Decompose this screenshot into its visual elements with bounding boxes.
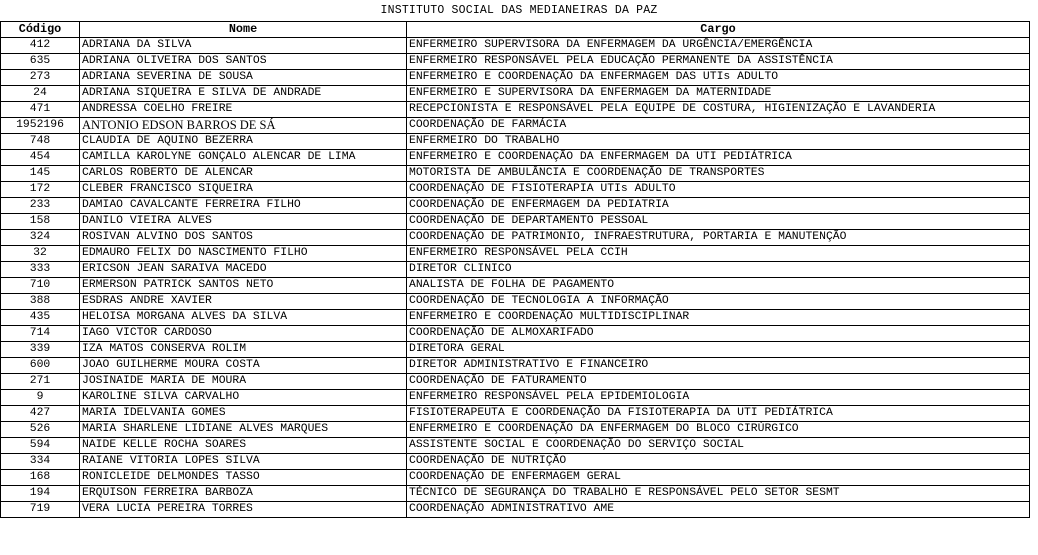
role-cell: ASSISTENTE SOCIAL E COORDENAÇÃO DO SERVIÇO SOCIAL	[407, 438, 1030, 454]
role-cell: ENFERMEIRO E SUPERVISORA DA ENFERMAGEM DA MATERNIDADE	[407, 86, 1030, 102]
name-cell: RAIANE VITORIA LOPES SILVA	[80, 454, 407, 470]
code-cell: 454	[1, 150, 80, 166]
name-cell: HELOISA MORGANA ALVES DA SILVA	[80, 310, 407, 326]
code-cell: 194	[1, 486, 80, 502]
table-row	[1, 134, 1030, 150]
table-row	[1, 486, 1030, 502]
table-row	[1, 358, 1030, 374]
code-cell: 145	[1, 166, 80, 182]
table-row	[1, 70, 1030, 86]
table-row	[1, 182, 1030, 198]
name-cell: ANDRESSA COELHO FREIRE	[80, 102, 407, 118]
role-cell: MOTORISTA DE AMBULÂNCIA E COORDENAÇÃO DE TRANSPORTES	[407, 166, 1030, 182]
role-cell: COORDENAÇÃO DE PATRIMONIO, INFRAESTRUTURA, PORTARIA E MANUTENÇÃO	[407, 230, 1030, 246]
role-cell: COORDENAÇÃO ADMINISTRATIVO AME	[407, 502, 1030, 518]
code-cell: 172	[1, 182, 80, 198]
table-row	[1, 54, 1030, 70]
role-cell: COORDENAÇÃO DE FARMÁCIA	[407, 118, 1030, 134]
name-cell: CLEBER FRANCISCO SIQUEIRA	[80, 182, 407, 198]
code-cell: 168	[1, 470, 80, 486]
table-row	[1, 246, 1030, 262]
name-cell: JOSINAIDE MARIA DE MOURA	[80, 374, 407, 390]
code-cell: 710	[1, 278, 80, 294]
name-cell: RONICLEIDE DELMONDES TASSO	[80, 470, 407, 486]
name-cell: ERICSON JEAN SARAIVA MACEDO	[80, 262, 407, 278]
role-cell: ENFERMEIRO RESPONSÁVEL PELA EPIDEMIOLOGIA	[407, 390, 1030, 406]
table-row	[1, 150, 1030, 166]
name-cell: NAIDE KELLE ROCHA SOARES	[80, 438, 407, 454]
code-cell: 435	[1, 310, 80, 326]
code-cell: 339	[1, 342, 80, 358]
table-row	[1, 166, 1030, 182]
code-cell: 1952196	[1, 118, 80, 134]
name-cell: KAROLINE SILVA CARVALHO	[80, 390, 407, 406]
name-cell: ROSIVAN ALVINO DOS SANTOS	[80, 230, 407, 246]
code-cell: 233	[1, 198, 80, 214]
code-cell: 635	[1, 54, 80, 70]
table-row	[1, 406, 1030, 422]
column-header-cargo: Cargo	[407, 22, 1030, 38]
table-row	[1, 310, 1030, 326]
role-cell: DIRETOR CLINICO	[407, 262, 1030, 278]
role-cell: ENFERMEIRO E COORDENAÇÃO DA ENFERMAGEM DO BLOCO CIRÚRGICO	[407, 422, 1030, 438]
code-cell: 273	[1, 70, 80, 86]
table-row	[1, 294, 1030, 310]
document-title: INSTITUTO SOCIAL DAS MEDIANEIRAS DA PAZ	[380, 4, 658, 17]
role-cell: COORDENAÇÃO DE FATURAMENTO	[407, 374, 1030, 390]
code-cell: 719	[1, 502, 80, 518]
code-cell: 333	[1, 262, 80, 278]
role-cell: COORDENAÇÃO DE ALMOXARIFADO	[407, 326, 1030, 342]
table-row	[1, 118, 1030, 134]
table-row	[1, 502, 1030, 518]
table-row	[1, 326, 1030, 342]
code-cell: 594	[1, 438, 80, 454]
name-cell: DANILO VIEIRA ALVES	[80, 214, 407, 230]
role-cell: ENFERMEIRO RESPONSÁVEL PELA EDUCAÇÃO PERMANENTE DA ASSISTÊNCIA	[407, 54, 1030, 70]
role-cell: TÉCNICO DE SEGURANÇA DO TRABALHO E RESPONSÁVEL PELO SETOR SESMT	[407, 486, 1030, 502]
table-header-row	[1, 22, 1030, 38]
name-cell: CARLOS ROBERTO DE ALENCAR	[80, 166, 407, 182]
staff-table	[0, 21, 1030, 518]
table-body	[1, 38, 1030, 518]
role-cell: COORDENAÇÃO DE DEPARTAMENTO PESSOAL	[407, 214, 1030, 230]
name-cell: MARIA IDELVANIA GOMES	[80, 406, 407, 422]
role-cell: COORDENAÇÃO DE ENFERMAGEM DA PEDIATRIA	[407, 198, 1030, 214]
name-cell: ANTONIO EDSON BARROS DE SÁ	[80, 118, 407, 134]
name-cell: ADRIANA SIQUEIRA E SILVA DE ANDRADE	[80, 86, 407, 102]
name-cell: VERA LUCIA PEREIRA TORRES	[80, 502, 407, 518]
code-cell: 748	[1, 134, 80, 150]
table-row	[1, 198, 1030, 214]
role-cell: FISIOTERAPEUTA E COORDENAÇÃO DA FISIOTERAPIA DA UTI PEDIÁTRICA	[407, 406, 1030, 422]
name-cell: IZA MATOS CONSERVA ROLIM	[80, 342, 407, 358]
role-cell: ANALISTA DE FOLHA DE PAGAMENTO	[407, 278, 1030, 294]
code-cell: 271	[1, 374, 80, 390]
code-cell: 32	[1, 246, 80, 262]
code-cell: 714	[1, 326, 80, 342]
code-cell: 412	[1, 38, 80, 54]
name-cell: ADRIANA OLIVEIRA DOS SANTOS	[80, 54, 407, 70]
table-row	[1, 342, 1030, 358]
code-cell: 427	[1, 406, 80, 422]
name-cell: CAMILLA KAROLYNE GONÇALO ALENCAR DE LIMA	[80, 150, 407, 166]
role-cell: ENFERMEIRO RESPONSÁVEL PELA CCIH	[407, 246, 1030, 262]
name-cell: EDMAURO FELIX DO NASCIMENTO FILHO	[80, 246, 407, 262]
table-row	[1, 102, 1030, 118]
code-cell: 471	[1, 102, 80, 118]
name-cell: CLAUDIA DE AQUINO BEZERRA	[80, 134, 407, 150]
role-cell: COORDENAÇÃO DE ENFERMAGEM GERAL	[407, 470, 1030, 486]
table-row	[1, 470, 1030, 486]
code-cell: 158	[1, 214, 80, 230]
table-row	[1, 374, 1030, 390]
role-cell: ENFERMEIRO E COORDENAÇÃO DA ENFERMAGEM DA UTI PEDIÁTRICA	[407, 150, 1030, 166]
role-cell: COORDENAÇÃO DE NUTRIÇÃO	[407, 454, 1030, 470]
name-cell: JOAO GUILHERME MOURA COSTA	[80, 358, 407, 374]
table-row	[1, 230, 1030, 246]
table-row	[1, 278, 1030, 294]
code-cell: 334	[1, 454, 80, 470]
table-row	[1, 438, 1030, 454]
table-row	[1, 262, 1030, 278]
table-row	[1, 214, 1030, 230]
name-cell: DAMIAO CAVALCANTE FERREIRA FILHO	[80, 198, 407, 214]
role-cell: DIRETOR ADMINISTRATIVO E FINANCEIRO	[407, 358, 1030, 374]
table-row	[1, 38, 1030, 54]
name-cell: ERQUISON FERREIRA BARBOZA	[80, 486, 407, 502]
role-cell: COORDENAÇÃO DE TECNOLOGIA A INFORMAÇÃO	[407, 294, 1030, 310]
code-cell: 24	[1, 86, 80, 102]
role-cell: DIRETORA GERAL	[407, 342, 1030, 358]
code-cell: 324	[1, 230, 80, 246]
column-header-codigo: Código	[1, 22, 80, 38]
name-cell: ADRIANA SEVERINA DE SOUSA	[80, 70, 407, 86]
role-cell: ENFERMEIRO SUPERVISORA DA ENFERMAGEM DA URGÊNCIA/EMERGÊNCIA	[407, 38, 1030, 54]
column-header-nome: Nome	[80, 22, 407, 38]
table-row	[1, 454, 1030, 470]
code-cell: 526	[1, 422, 80, 438]
role-cell: ENFERMEIRO DO TRABALHO	[407, 134, 1030, 150]
table-row	[1, 390, 1030, 406]
table-row	[1, 422, 1030, 438]
role-cell: ENFERMEIRO E COORDENAÇÃO MULTIDISCIPLINAR	[407, 310, 1030, 326]
name-cell: IAGO VICTOR CARDOSO	[80, 326, 407, 342]
role-cell: ENFERMEIRO E COORDENAÇÃO DA ENFERMAGEM DAS UTIs ADULTO	[407, 70, 1030, 86]
name-cell: ESDRAS ANDRE XAVIER	[80, 294, 407, 310]
role-cell: COORDENAÇÃO DE FISIOTERAPIA UTIs ADULTO	[407, 182, 1030, 198]
name-cell: ADRIANA DA SILVA	[80, 38, 407, 54]
name-cell: MARIA SHARLENE LIDIANE ALVES MARQUES	[80, 422, 407, 438]
code-cell: 600	[1, 358, 80, 374]
name-cell: ERMERSON PATRICK SANTOS NETO	[80, 278, 407, 294]
table-row	[1, 86, 1030, 102]
code-cell: 9	[1, 390, 80, 406]
code-cell: 388	[1, 294, 80, 310]
role-cell: RECEPCIONISTA E RESPONSÁVEL PELA EQUIPE DE COSTURA, HIGIENIZAÇÃO E LAVANDERIA	[407, 102, 1030, 118]
